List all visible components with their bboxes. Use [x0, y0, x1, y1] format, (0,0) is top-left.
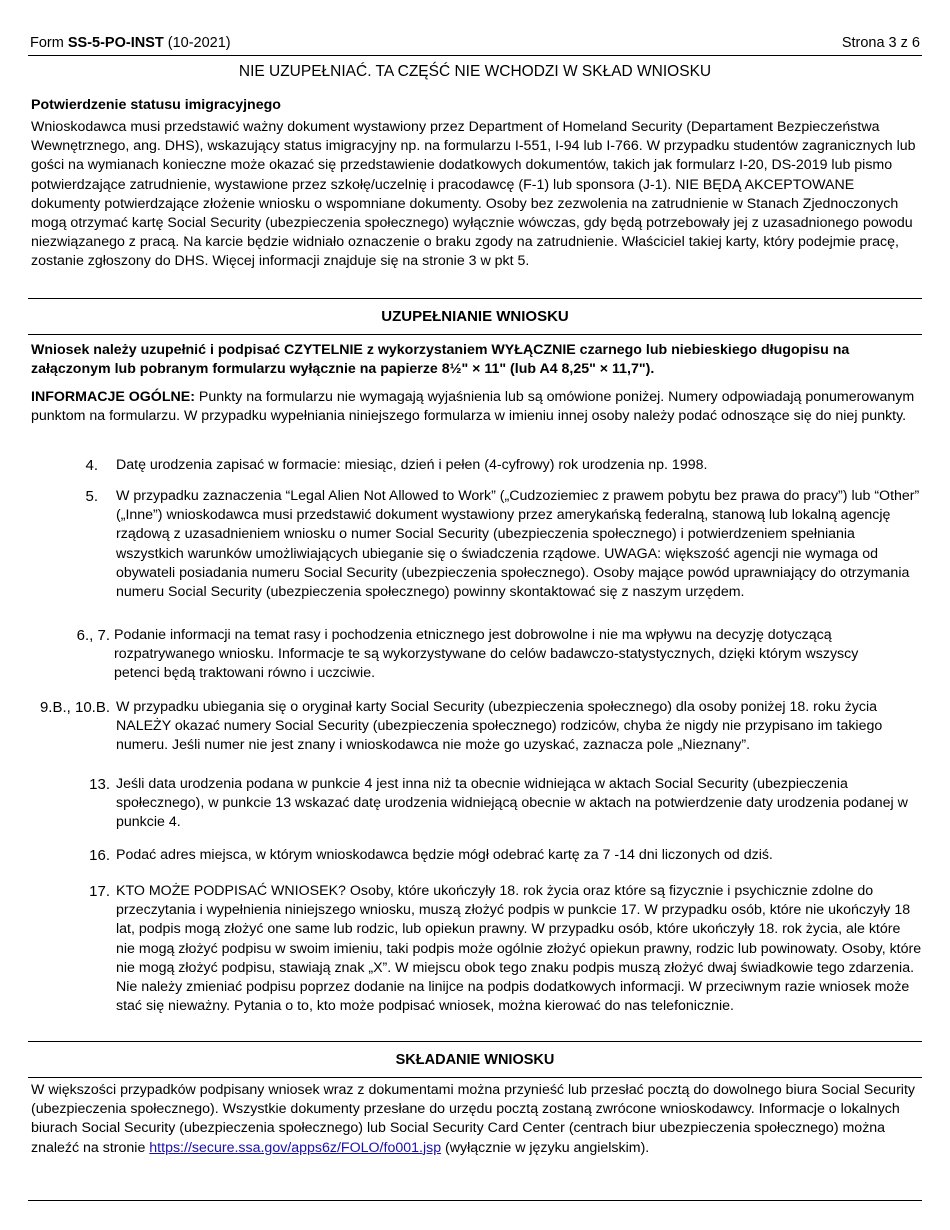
item-text: KTO MOŻE PODPISAĆ WNIOSEK? Osoby, które ukończyły 18. rok życia oraz które są fizycznie i psychicznie zdolne do przeczytania i wypełnienia niniejszego wniosku, muszą złożyć podpis w punkcie 17. W przypadku osób, które nie ukończyły 18 lat, podpis mogą złożyć one same lub rodzic, lub opiekun prawny. W przypadku osób, które ukończyły 18. rok życia, ale które nie mogą złożyć podpisu w swoim imieniu, taki podpis może ogólnie złożyć opiekun prawny, rodzic lub powinowaty. Osoby, które nie mogą złożyć podpisu, stawiają znak „X”. W miejscu obok tego znaku podpis muszą złożyć dwaj świadkowie tego zdarzenia. Nie należy zmieniać podpisu poprzez dodanie na linijce na podpis dodatkowych informacji. W przeciwnym razie wniosek może stać się nieważny. Pytania o to, kto może podpisać wniosek, można kierować do nas telefonicznie.	[116, 883, 922, 1015]
item-number: 16.	[89, 847, 110, 864]
item-text: Datę urodzenia zapisać w formacie: miesiąc, dzień i pełen (4-cyfrowy) rok urodzenia np. 1998.	[116, 457, 708, 473]
form-date: (10-2021)	[163, 35, 231, 51]
section-rule	[28, 1041, 922, 1042]
header-rule	[28, 55, 922, 56]
section-rule	[28, 334, 922, 335]
immigration-title: Potwierdzenie statusu imigracyjnego	[31, 97, 281, 113]
submitting-title: SKŁADANIE WNIOSKU	[395, 1052, 555, 1068]
ssa-office-link[interactable]: https://secure.ssa.gov/apps6z/FOLO/fo001.jsp	[149, 1139, 442, 1156]
item-text-body: Podanie informacji na temat rasy i pochodzenia etnicznego jest dobrowolne i nie ma wpływu na decyzję dotyczącą rozpatrywanego wniosku. Informacje te są wykorzystywane do celów badawczo-statystycznych, dzięki którym wszyscy petenci będą traktowani równo i uczciwie.	[114, 627, 859, 682]
item-text: W przypadku zaznaczenia “Legal Alien Not Allowed to Work” („Cudzoziemiec z prawem pobytu bez prawa do pracy”) lub “Other” („Inne”) wnioskodawca musi przedstawić dokument wystawiony przez amerykańską federalną, stanową lub lokalną agencję rządową z uzasadnieniem wniosku o numer Social Security (ubezpieczenia społecznego) i potwierdzeniem spełniania wszystkich warunków umożliwiających ubieganie się o świadczenia rządowe. UWAGA: większość agencji nie wymaga od obywateli posiadania numeru Social Security (ubezpieczenia społecznego). Osoby mające powód uprawniający do otrzymania numeru Social Security (ubezpieczenia społecznego) powinny skontaktować się z naszym urzędem.	[116, 488, 920, 601]
item-text	[114, 626, 904, 684]
form-prefix: Form	[30, 35, 68, 51]
general-info	[31, 388, 919, 426]
item-text: Jeśli data urodzenia podana w punkcie 4 jest inna niż ta obecnie widniejąca w aktach Social Security (ubezpieczenia społecznego), w punkcie 13 wskazać datę urodzenia widniejącą obecnie w aktach na potwierdzenie daty urodzenia podanej w punkcie 4.	[116, 776, 908, 831]
submitting-body	[31, 1081, 919, 1158]
item-number: 9.B., 10.B.	[39, 699, 110, 716]
section-rule	[28, 298, 922, 299]
item-number: 5.	[85, 488, 98, 505]
section-rule	[28, 1077, 922, 1078]
item-number: 4.	[85, 457, 98, 474]
item-number: 6., 7.	[76, 627, 110, 644]
notice-heading: NIE UZUPEŁNIAĆ. TA CZĘŚĆ NIE WCHODZI W SKŁAD WNIOSKU	[238, 63, 712, 80]
submitting-text: W większości przypadków podpisany wniosek wraz z dokumentami można przynieść lub przesłać pocztą do dowolnego biura Social Security (ubezpieczenia społecznego). Wszystkie dokumenty przesłane do urzędu pocztą zostaną zwrócone wnioskodawcy. Informacje o lokalnych biurach Social Security (ubezpieczenia społecznego) lub Social Security Card Center (centrach biur ubezpieczenia społecznego) można znaleźć na stronie	[31, 1082, 915, 1156]
immigration-section	[31, 96, 921, 115]
item-number: 17.	[89, 883, 110, 900]
completing-instruction: Wniosek należy uzupełnić i podpisać CZYTELNIE z wykorzystaniem WYŁĄCZNIE czarnego lub niebieskiego długopisu na załączonym lub pobranym formularzu wyłącznie na papierze 8½" × 11" (lub A4 8,25" × 11,7").	[31, 342, 850, 378]
completing-title: UZUPEŁNIANIE WNIOSKU	[381, 308, 569, 325]
page-number: Strona 3 z 6	[841, 35, 920, 51]
item-text: Podać adres miejsca, w którym wnioskodawca będzie mógł odebrać kartę za 7 -14 dni liczonych od dziś.	[116, 847, 773, 863]
submitting-text-end: (wyłącznie w języku angielskim).	[441, 1139, 650, 1156]
item-text: W przypadku ubiegania się o oryginał karty Social Security (ubezpieczenia społecznego) dla osoby poniżej 18. roku życia NALEŻY okazać numery Social Security (ubezpieczenia społecznego) rodziców, chyba że nigdy nie przypisano im takiego numeru. Jeśli numer nie jest znany i wnioskodawca nie może go uzyskać, zaznacza pole „Nieznany”.	[116, 699, 883, 754]
form-identifier	[30, 35, 231, 51]
item-number: 13.	[89, 776, 110, 793]
form-code: SS-5-PO-INST	[67, 35, 164, 51]
footer-rule	[28, 1200, 922, 1201]
general-info-text: Punkty na formularzu nie wymagają wyjaśnienia lub są omówione poniżej. Numery odpowiadają ponumerowanym punktom na formularzu. W przypadku wypełniania niniejszego formularza w imieniu innej osoby należy podać odnoszące się do niej punkty.	[31, 389, 915, 425]
immigration-body: Wnioskodawca musi przedstawić ważny dokument wystawiony przez Department of Homeland Security (Departament Bezpieczeństwa Wewnętrznego, ang. DHS), wskazujący status imigracyjny np. na formularzu I-551, I-94 lub I-766. W przypadku studentów zagranicznych lub gości na wymianach konieczne może okazać się przedstawienie dodatkowych dokumentów, takich jak formularz I-20, DS-2019 lub pismo potwierdzające zatrudnienie, wystawione przez szkołę/uczelnię i pracodawcę (F-1) lub sponsora (J-1). NIE BĘDĄ AKCEPTOWANE dokumenty potwierdzające złożenie wniosku o wspomniane dokumenty. Osoby bez zezwolenia na zatrudnienie w Stanach Zjednoczonych mogą otrzymać kartę Social Security (ubezpieczenia społecznego) wyłącznie wówczas, gdy będą potrzebowały jej z uzasadnionego powodu niezwiązanego z pracą. Na karcie będzie widniało oznaczenie o braku zgody na zatrudnienie. Właściciel takiej karty, który podejmie pracę, zostanie zgłoszony do DHS. Więcej informacji znajduje się na stronie 3 w pkt 5.	[31, 119, 916, 270]
general-info-label: INFORMACJE OGÓLNE:	[31, 389, 195, 405]
